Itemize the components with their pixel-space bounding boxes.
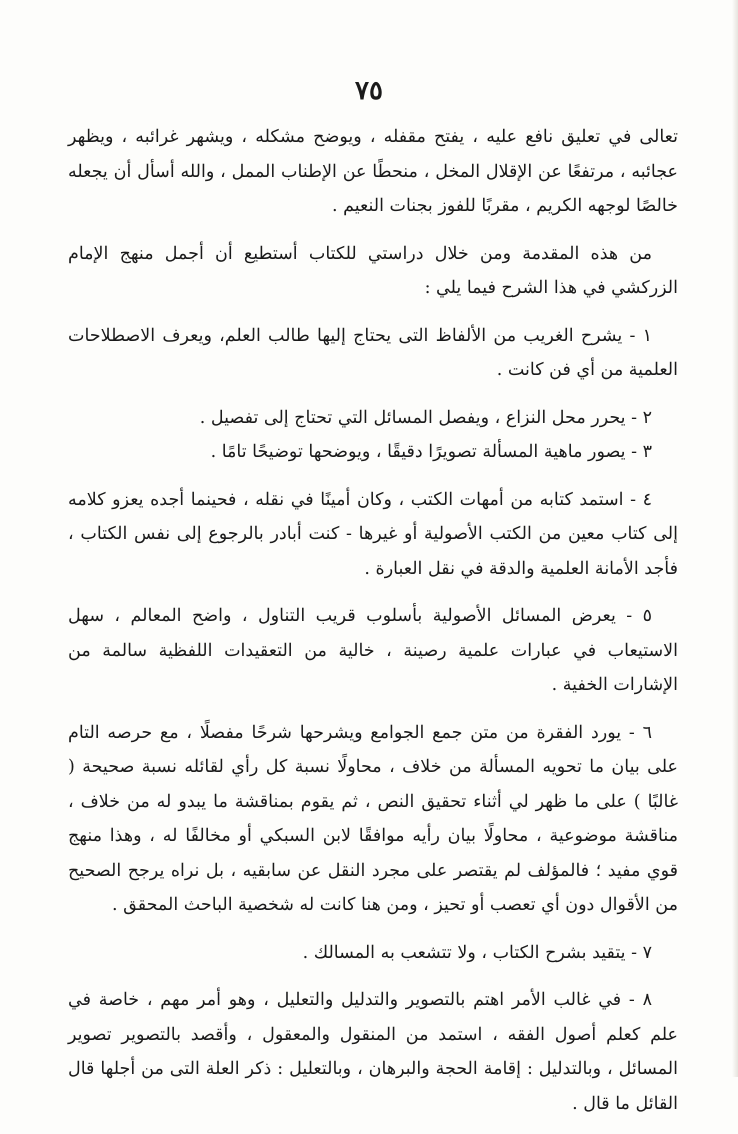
list-item-1: ١ - يشرح الغريب من الألفاظ التى يحتاج إليها طالب العلم، ويعرف الاصطلاحات العلمية من أي فن كانت . bbox=[68, 325, 678, 380]
list-item-4: ٤ - استمد كتابه من أمهات الكتب ، وكان أمينًا في نقله ، فحينما أجده يعزو كلامه إلى كتاب معين من الكتب الأصولية أو غيرها - كنت أبادر بالرجوع إلى نفس الكتاب ، فأجد الأمانة العلمية والدقة في نقل العبارة . bbox=[68, 489, 678, 579]
page-number: ٧٥ bbox=[355, 76, 383, 106]
paragraph-method-intro: من هذه المقدمة ومن خلال دراستي للكتاب أستطيع أن أجمل منهج الإمام الزركشي في هذا الشرح فيما يلي : bbox=[68, 243, 678, 298]
list-item-2: ٢ - يحرر محل النزاع ، ويفصل المسائل التي تحتاج إلى تفصيل . bbox=[199, 407, 652, 428]
list-item-5: ٥ - يعرض المسائل الأصولية بأسلوب قريب التناول ، واضح المعالم ، سهل الاستيعاب في عبارات علمية رصينة ، خالية من التعقيدات اللفظية سالمة من الإشارات الخفية . bbox=[68, 606, 678, 695]
scan-edge-shadow bbox=[732, 0, 738, 1077]
paragraph-intro-continuation: تعالى في تعليق نافع عليه ، يفتح مقفله ، ويوضح مشكله ، ويشهر غرائبه ، ويظهر عجائبه ، مرتفعًا عن الإقلال المخل ، منحطًا عن الإطناب الممل ، والله أسأل أن يجعله خالصًا لوجهه الكريم ، مقربًا للفوز بجنات النعيم . bbox=[68, 127, 678, 216]
page-body bbox=[68, 120, 678, 1134]
list-item-7: ٧ - يتقيد بشرح الكتاب ، ولا تتشعب به المسالك . bbox=[302, 942, 652, 963]
list-item-3: ٣ - يصور ماهية المسألة تصويرًا دقيقًا ، ويوضحها توضيحًا تامًا . bbox=[210, 442, 652, 462]
list-item-8: ٨ - في غالب الأمر اهتم بالتصوير والتدليل والتعليل ، وهو أمر مهم ، خاصة في علم كعلم أصول الفقه ، استمد من المنقول والمعقول ، وأقصد بالتصوير تصوير المسائل ، وبالتدليل : إقامة الحجة والبرهان ، وبالتعليل : ذكر العلة التى من أجلها قال القائل ما قال . bbox=[68, 990, 678, 1114]
list-item-6: ٦ - يورد الفقرة من متن جمع الجوامع ويشرحها شرحًا مفصلًا ، مع حرصه التام على بيان ما تحويه المسألة من خلاف ، محاولًا نسبة كل رأي لقائله نسبة صحيحة ( غالبًا ) على ما ظهر لي أثناء تحقيق النص ، ثم يقوم بمناقشة ما يبدو له من خلاف ، مناقشة موضوعية ، محاولًا بيان رأيه موافقًا لابن السبكي أو مخالفًا له ، وهذا منهج قوي مفيد ؛ فالمؤلف لم يقتصر على مجرد النقل عن سابقيه ، بل نراه يرجح الصحيح من الأقوال دون أي تعصب أو تحيز ، ومن هنا كانت له شخصية الباحث المحقق . bbox=[68, 722, 678, 915]
